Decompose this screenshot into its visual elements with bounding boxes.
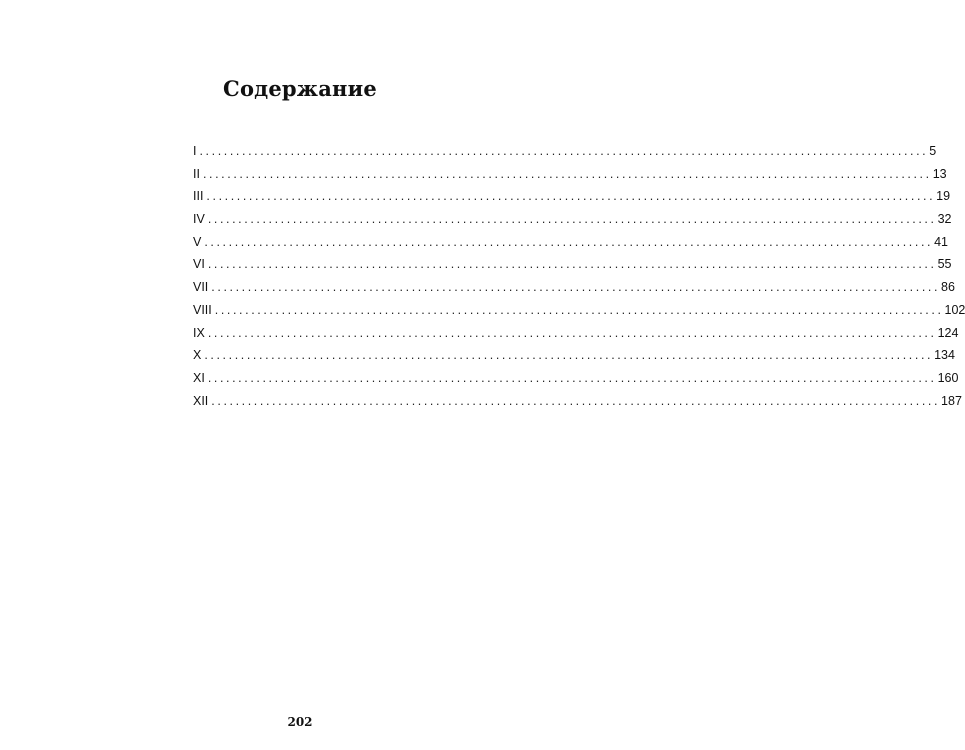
toc-page-number: 86 bbox=[941, 280, 955, 295]
toc-leader-dots: ........................................................................................................................ bbox=[204, 348, 934, 363]
toc-leader-dots: ........................................................................................................................ bbox=[207, 212, 937, 227]
toc-page-number: 5 bbox=[929, 144, 937, 158]
toc-chapter-label: XI bbox=[193, 370, 205, 385]
page-number: 202 bbox=[287, 715, 313, 729]
toc-leader-dots: ........................................................................................................................ bbox=[199, 144, 929, 158]
toc-leader-dots: ........................................................................................................................ bbox=[211, 393, 941, 408]
toc-page-number: 13 bbox=[932, 166, 947, 181]
toc-entry bbox=[193, 367, 959, 390]
toc-entry bbox=[193, 231, 948, 254]
toc-leader-dots: ........................................................................................................................ bbox=[207, 370, 937, 385]
toc-page-number: 134 bbox=[934, 348, 955, 363]
toc-chapter-label: III bbox=[193, 189, 204, 204]
toc-chapter-label: XII bbox=[193, 393, 209, 408]
toc-chapter-label: VIII bbox=[193, 302, 212, 317]
table-of-contents bbox=[193, 140, 965, 412]
toc-chapter-label: II bbox=[193, 166, 200, 181]
toc-page-number: 41 bbox=[934, 234, 948, 249]
toc-entry bbox=[193, 140, 937, 163]
toc-entry bbox=[193, 390, 962, 413]
page-title: Содержание bbox=[223, 76, 377, 101]
toc-page-number: 19 bbox=[936, 189, 951, 204]
toc-leader-dots: ........................................................................................................................ bbox=[207, 257, 937, 272]
toc-entry bbox=[193, 344, 955, 367]
toc-entry bbox=[193, 208, 952, 231]
toc-leader-dots: ........................................................................................................................ bbox=[207, 325, 937, 340]
toc-entry bbox=[193, 185, 951, 208]
toc-chapter-label: VI bbox=[193, 257, 205, 272]
toc-entry bbox=[193, 253, 952, 276]
toc-leader-dots: ........................................................................................................................ bbox=[202, 166, 932, 181]
toc-entry bbox=[193, 163, 947, 186]
toc-chapter-label: IV bbox=[193, 212, 205, 227]
toc-page-number: 102 bbox=[944, 302, 965, 317]
toc-page-number: 32 bbox=[937, 212, 952, 227]
toc-page-number: 55 bbox=[937, 257, 952, 272]
toc-leader-dots: ........................................................................................................................ bbox=[214, 302, 944, 317]
toc-entry bbox=[193, 299, 965, 322]
toc-leader-dots: ........................................................................................................................ bbox=[204, 234, 934, 249]
toc-chapter-label: VII bbox=[193, 280, 209, 295]
toc-chapter-label: I bbox=[193, 144, 197, 158]
toc-chapter-label: X bbox=[193, 348, 202, 363]
toc-leader-dots: ........................................................................................................................ bbox=[211, 280, 941, 295]
toc-chapter-label: IX bbox=[193, 325, 205, 340]
toc-entry bbox=[193, 322, 959, 345]
toc-chapter-label: V bbox=[193, 234, 202, 249]
toc-entry bbox=[193, 276, 955, 299]
toc-page-number: 187 bbox=[941, 393, 962, 408]
toc-leader-dots: ........................................................................................................................ bbox=[206, 189, 936, 204]
toc-page-number: 160 bbox=[937, 370, 959, 385]
toc-page-number: 124 bbox=[937, 325, 959, 340]
